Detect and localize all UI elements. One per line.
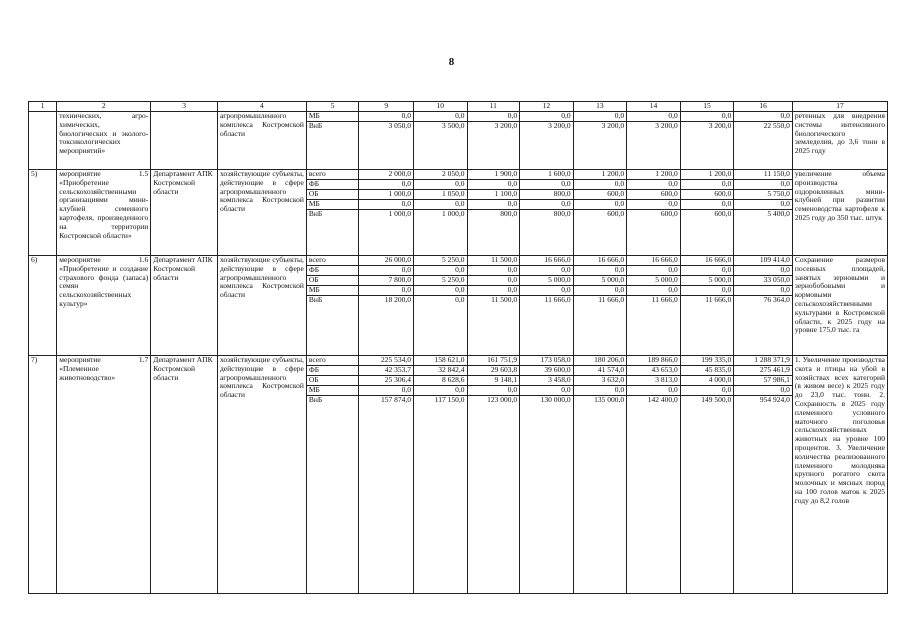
header-cell: 16	[734, 102, 793, 112]
value: 16 666,0	[574, 256, 627, 266]
value: 117 150,0	[434, 395, 465, 404]
cell-values	[413, 112, 467, 170]
value: 3 200,0	[601, 121, 625, 130]
value: 3 200,0	[655, 121, 678, 130]
value: 2 050,0	[414, 170, 467, 180]
value: 0,0	[359, 386, 413, 396]
cell-values	[413, 256, 467, 356]
value: 275 461,9	[734, 366, 792, 376]
value: 149 500,0	[701, 395, 732, 404]
source-label: всего	[307, 256, 359, 266]
page-number: 8	[448, 56, 455, 68]
value: 135 000,0	[594, 395, 625, 404]
value: 3 458,0	[520, 376, 573, 386]
value: 0,0	[574, 180, 627, 190]
value: 3 500,0	[442, 121, 465, 130]
cell-c2: мероприятие 1.6 «Приобретение и создание страхового фонда (запаса) семян сельскохозяйственных культур»	[57, 256, 151, 356]
source-label: ФБ	[307, 366, 359, 376]
value: 5 250,0	[414, 276, 467, 286]
cell-values	[680, 256, 734, 356]
cell-c17: увеличение объема производства оздоровленных мини-клубней при развитии семеноводства картофеля к 2025 году до 350 тыс. штук	[792, 170, 887, 256]
value: 32 842,4	[414, 366, 467, 376]
value: 11 150,0	[734, 170, 792, 180]
value: 0,0	[359, 266, 413, 276]
value: 25 306,4	[359, 376, 413, 386]
source-label: ВнБ	[308, 295, 323, 304]
value: 5 000,0	[520, 276, 573, 286]
value: 16 666,0	[627, 256, 680, 266]
value: 109 414,0	[734, 256, 792, 266]
cell-c3	[151, 112, 218, 170]
source-label: ВнБ	[308, 395, 323, 404]
cell-values	[573, 112, 627, 170]
cell-values	[680, 112, 734, 170]
source-label: ФБ	[307, 266, 359, 276]
table-row	[29, 112, 888, 170]
value: 5 000,0	[574, 276, 627, 286]
value: 0,0	[468, 276, 520, 286]
cell-values	[520, 112, 574, 170]
cell-values	[413, 356, 467, 594]
value: 0,0	[520, 112, 573, 122]
value: 0,0	[520, 386, 573, 396]
value: 0,0	[468, 112, 520, 122]
value: 600,0	[627, 190, 680, 200]
value: 0,0	[359, 180, 413, 190]
source-label: ВнБ	[308, 209, 323, 218]
header-cell: 13	[573, 102, 627, 112]
value: 600,0	[714, 209, 732, 218]
value: 600,0	[574, 190, 627, 200]
value: 1 200,0	[574, 170, 627, 180]
value: 600,0	[660, 209, 678, 218]
cell-c1	[29, 112, 57, 170]
value: 39 600,0	[520, 366, 573, 376]
value: 33 050,0	[734, 276, 792, 286]
value: 3 200,0	[708, 121, 732, 130]
value: 43 653,0	[627, 366, 680, 376]
cell-c4: хозяйствующие субъекты, действующие в сфере агропромышленного комплекса Костромской области	[217, 356, 306, 594]
header-cell: 4	[217, 102, 306, 112]
value: 189 866,0	[627, 356, 680, 366]
value: 18 200,0	[384, 295, 411, 304]
value: 2 000,0	[359, 170, 413, 180]
value: 158 621,0	[414, 356, 467, 366]
cell-values	[413, 170, 467, 256]
header-cell: 14	[627, 102, 681, 112]
header-row	[29, 102, 888, 112]
source-label: МБ	[307, 112, 359, 122]
value: 800,0	[553, 209, 571, 218]
cell-values	[734, 356, 793, 594]
cell-values	[627, 356, 681, 594]
value: 76 364,0	[763, 295, 790, 304]
value: 0,0	[734, 180, 792, 190]
value: 0,0	[681, 112, 734, 122]
value: 9 148,1	[468, 376, 520, 386]
value: 0,0	[681, 200, 734, 210]
cell-values	[627, 112, 681, 170]
cell-c3: Департамент АПК Костромской области	[151, 170, 218, 256]
cell-values	[467, 256, 520, 356]
value: 0,0	[414, 180, 467, 190]
cell-c2: мероприятие 1.7 «Племенное животноводство»	[57, 356, 151, 594]
value: 800,0	[500, 209, 518, 218]
value: 11 500,0	[468, 256, 520, 266]
cell-values	[573, 256, 627, 356]
value: 180 206,0	[574, 356, 627, 366]
value: 11 666,0	[705, 295, 732, 304]
value: 7 800,0	[359, 276, 413, 286]
value: 3 200,0	[548, 121, 571, 130]
value: 5 750,0	[734, 190, 792, 200]
table-row	[29, 256, 888, 356]
source-label: ОБ	[307, 376, 359, 386]
value: 0,0	[520, 266, 573, 276]
source-label: МБ	[307, 386, 359, 396]
source-label: всего	[307, 356, 359, 366]
value: 0,0	[734, 266, 792, 276]
cell-c3: Департамент АПК Костромской области	[151, 256, 218, 356]
value: 954 924,0	[759, 395, 790, 404]
cell-values	[734, 256, 793, 356]
value: 4 000,0	[681, 376, 734, 386]
header-cell: 15	[680, 102, 734, 112]
value: 0,0	[574, 112, 627, 122]
value: 225 534,0	[359, 356, 413, 366]
value: 0,0	[734, 286, 792, 296]
value: 0,0	[468, 200, 520, 210]
value: 0,0	[734, 386, 792, 396]
value: 173 058,0	[520, 356, 573, 366]
cell-sources	[306, 356, 359, 594]
value: 29 603,8	[468, 366, 520, 376]
cell-values	[467, 356, 520, 594]
value: 0,0	[468, 266, 520, 276]
value: 5 250,0	[414, 256, 467, 266]
value: 16 666,0	[520, 256, 573, 266]
source-label: МБ	[307, 286, 359, 296]
value: 3 200,0	[494, 121, 518, 130]
value: 0,0	[359, 112, 413, 122]
value: 1 100,0	[468, 190, 520, 200]
value: 8 628,6	[414, 376, 467, 386]
value: 0,0	[574, 386, 627, 396]
value: 199 335,0	[681, 356, 734, 366]
source-label: ОБ	[307, 190, 359, 200]
cell-c17: Сохранение размеров посевных площадей, занятых зерновыми и зернобобовыми и кормовыми сельскохозяйственными культурами в Костромской области, к 2025 году на уровне 175,0 тыс. га	[792, 256, 887, 356]
cell-c4: агропромышленного комплекса Костромской области	[217, 112, 306, 170]
cell-values	[467, 170, 520, 256]
cell-c17: 1. Увеличение производства скота и птицы на убой в хозяйствах всех категорий (в живом весе) к 2025 году до 23,0 тыс. тонн. 2. Сохранность в 2025 году племенного условного маточного поголовья сельскохозяйственных животных на уровне 100 процентов. 3. Увеличение количества реализованного племенного молодняка крупного рогатого скота молочных и мясных пород на 100 голов маток к 2025 году до 8,2 голов	[792, 356, 887, 594]
value: 0,0	[734, 112, 792, 122]
value: 0,0	[574, 286, 627, 296]
source-label: всего	[307, 170, 359, 180]
value: 5 000,0	[627, 276, 680, 286]
value: 1 050,0	[414, 190, 467, 200]
value: 0,0	[414, 286, 467, 296]
value: 11 666,0	[544, 295, 571, 304]
cell-c4: хозяйствующие субъекты, действующие в сфере агропромышленного комплекса Костромской области	[217, 170, 306, 256]
header-cell: 11	[467, 102, 520, 112]
cell-c3: Департамент АПК Костромской области	[151, 356, 218, 594]
cell-c1: 6)	[29, 256, 57, 356]
value: 123 000,0	[487, 395, 518, 404]
value: 0,0	[468, 386, 520, 396]
value: 11 666,0	[598, 295, 625, 304]
cell-values	[573, 356, 627, 594]
source-label: ВнБ	[308, 121, 323, 130]
value: 0,0	[574, 266, 627, 276]
value: 1 200,0	[627, 170, 680, 180]
cell-values	[680, 356, 734, 594]
value: 45 835,0	[681, 366, 734, 376]
cell-sources	[306, 256, 359, 356]
value: 0,0	[359, 200, 413, 210]
value: 0,0	[414, 112, 467, 122]
source-label: ОБ	[307, 276, 359, 286]
cell-c4: хозяйствующие субъекты, действующие в сфере агропромышленного комплекса Костромской области	[217, 256, 306, 356]
cell-values	[467, 112, 520, 170]
cell-c2: технических, агро-химических, биологических и эколого-токсикологических мероприятий»	[57, 112, 151, 170]
value: 11 500,0	[491, 295, 518, 304]
value: 1 288 371,9	[734, 356, 792, 366]
value: 3 050,0	[388, 121, 411, 130]
value: 26 000,0	[359, 256, 413, 266]
value: 0,0	[681, 386, 734, 396]
value: 0,0	[414, 386, 467, 396]
value: 0,0	[468, 180, 520, 190]
value: 157 874,0	[380, 395, 411, 404]
value: 800,0	[520, 190, 573, 200]
value: 0,0	[520, 286, 573, 296]
value: 600,0	[607, 209, 625, 218]
source-label: МБ	[307, 200, 359, 210]
value: 0,0	[414, 200, 467, 210]
value: 3 632,0	[574, 376, 627, 386]
header-cell: 10	[413, 102, 467, 112]
header-cell: 12	[520, 102, 574, 112]
value: 161 751,9	[468, 356, 520, 366]
value: 5 400,0	[767, 209, 790, 218]
cell-values	[359, 256, 414, 356]
value: 0,0	[627, 286, 680, 296]
value: 1 600,0	[520, 170, 573, 180]
value: 11 666,0	[651, 295, 678, 304]
value: 0,0	[520, 200, 573, 210]
cell-values	[734, 170, 793, 256]
table-row	[29, 170, 888, 256]
cell-c2: мероприятие 1.5 «Приобретение сельскохозяйственными организациями мини-клубней семенного картофеля, произведенного на территории Костромской области»	[57, 170, 151, 256]
value: 0,0	[627, 266, 680, 276]
cell-values	[359, 112, 414, 170]
cell-values	[734, 112, 793, 170]
header-cell: 3	[151, 102, 218, 112]
value: 0,0	[414, 266, 467, 276]
value: 57 986,1	[734, 376, 792, 386]
value: 42 353,7	[359, 366, 413, 376]
value: 0,0	[681, 180, 734, 190]
value: 1 000,0	[359, 190, 413, 200]
cell-values	[680, 170, 734, 256]
header-cell: 5	[306, 102, 359, 112]
value: 142 400,0	[647, 395, 678, 404]
value: 1 900,0	[468, 170, 520, 180]
value: 1 000,0	[388, 209, 411, 218]
cell-values	[573, 170, 627, 256]
cell-c1: 5)	[29, 170, 57, 256]
value: 41 574,0	[574, 366, 627, 376]
value: 0,0	[455, 295, 465, 304]
value: 1 200,0	[681, 170, 734, 180]
header-cell: 1	[29, 102, 57, 112]
value: 0,0	[681, 286, 734, 296]
cell-values	[627, 256, 681, 356]
header-cell: 2	[57, 102, 151, 112]
value: 1 000,0	[442, 209, 465, 218]
header-cell: 9	[359, 102, 414, 112]
cell-sources	[306, 112, 359, 170]
value: 0,0	[627, 386, 680, 396]
value: 0,0	[681, 266, 734, 276]
cell-values	[627, 170, 681, 256]
value: 5 000,0	[681, 276, 734, 286]
value: 0,0	[468, 286, 520, 296]
cell-values	[359, 170, 414, 256]
cell-values	[520, 256, 574, 356]
source-label: ФБ	[307, 180, 359, 190]
value: 0,0	[520, 180, 573, 190]
cell-c17: ретенных для внедрения системы интенсивного биологического земледелия, до 3,6 тонн в 2025 году	[792, 112, 887, 170]
cell-values	[520, 356, 574, 594]
value: 0,0	[627, 180, 680, 190]
cell-sources	[306, 170, 359, 256]
measures-table	[28, 101, 888, 594]
value: 0,0	[627, 112, 680, 122]
value: 22 550,0	[763, 121, 790, 130]
cell-c1: 7)	[29, 356, 57, 594]
value: 130 000,0	[540, 395, 571, 404]
cell-values	[359, 356, 414, 594]
cell-values	[520, 170, 574, 256]
table-row	[29, 356, 888, 594]
header-cell: 17	[792, 102, 887, 112]
value: 16 666,0	[681, 256, 734, 266]
value: 0,0	[359, 286, 413, 296]
value: 0,0	[627, 200, 680, 210]
value: 600,0	[681, 190, 734, 200]
value: 3 813,0	[627, 376, 680, 386]
value: 0,0	[574, 200, 627, 210]
value: 0,0	[734, 200, 792, 210]
